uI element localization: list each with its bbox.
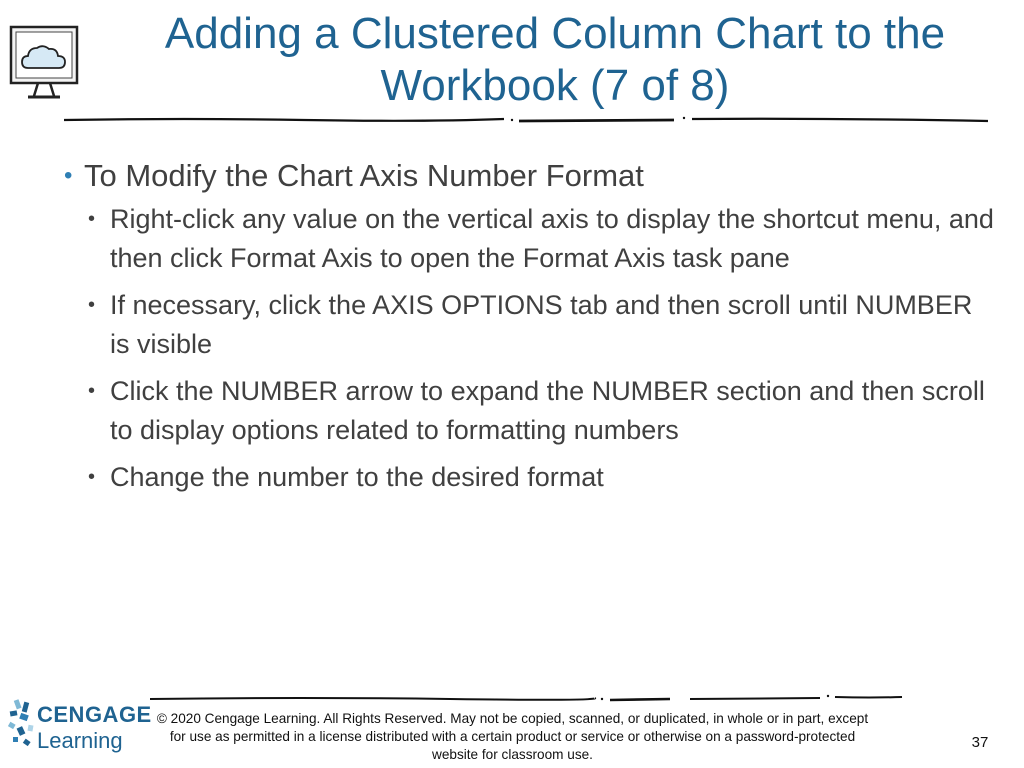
- logo-line-2: Learning: [37, 728, 123, 753]
- cengage-logo: [6, 698, 152, 756]
- main-bullet: [64, 154, 994, 198]
- title-line-1: Adding a Clustered Column Chart to the: [164, 9, 946, 58]
- page-number: 37: [971, 734, 989, 751]
- logo-line-1: CENGAGE: [37, 702, 152, 727]
- sub-bullet-text: Change the number to the desired format: [110, 462, 604, 492]
- sub-bullet: [64, 458, 994, 497]
- cloud-monitor-icon: [8, 24, 80, 102]
- bullet-dot-icon: •: [64, 162, 73, 189]
- title-line-2: Workbook (7 of 8): [380, 61, 730, 110]
- sub-bullet-list: [64, 200, 994, 497]
- copyright-notice: © 2020 Cengage Learning. All Rights Reserved. May not be copied, scanned, or duplicated, in whole or in part, except for use as permitted in a license distributed with a certain product or service or otherwise on a password-protected website for classroom use.: [156, 711, 869, 762]
- sub-bullet-text: Right-click any value on the vertical axis to display the shortcut menu, and then click Format Axis to open the Format Axis task pane: [110, 204, 994, 273]
- main-bullet-text: To Modify the Chart Axis Number Format: [84, 158, 644, 193]
- bullet-dot-icon: •: [88, 380, 96, 402]
- bullet-dot-icon: •: [88, 294, 96, 316]
- logo-mark-icon: [8, 699, 34, 746]
- sub-bullet: [64, 286, 994, 363]
- bullet-dot-icon: •: [88, 466, 96, 488]
- bullet-dot-icon: •: [88, 208, 96, 230]
- sub-bullet-text: If necessary, click the AXIS OPTIONS tab and then scroll until NUMBER is visible: [110, 290, 973, 359]
- sub-bullet: [64, 200, 994, 277]
- bullet-content: [64, 154, 994, 506]
- sub-bullet: [64, 372, 994, 449]
- page-title: [110, 8, 1000, 112]
- title-divider: [64, 114, 988, 126]
- sub-bullet-text: Click the NUMBER arrow to expand the NUMBER section and then scroll to display options related to formatting numbers: [110, 376, 985, 445]
- footer-divider: [150, 693, 910, 705]
